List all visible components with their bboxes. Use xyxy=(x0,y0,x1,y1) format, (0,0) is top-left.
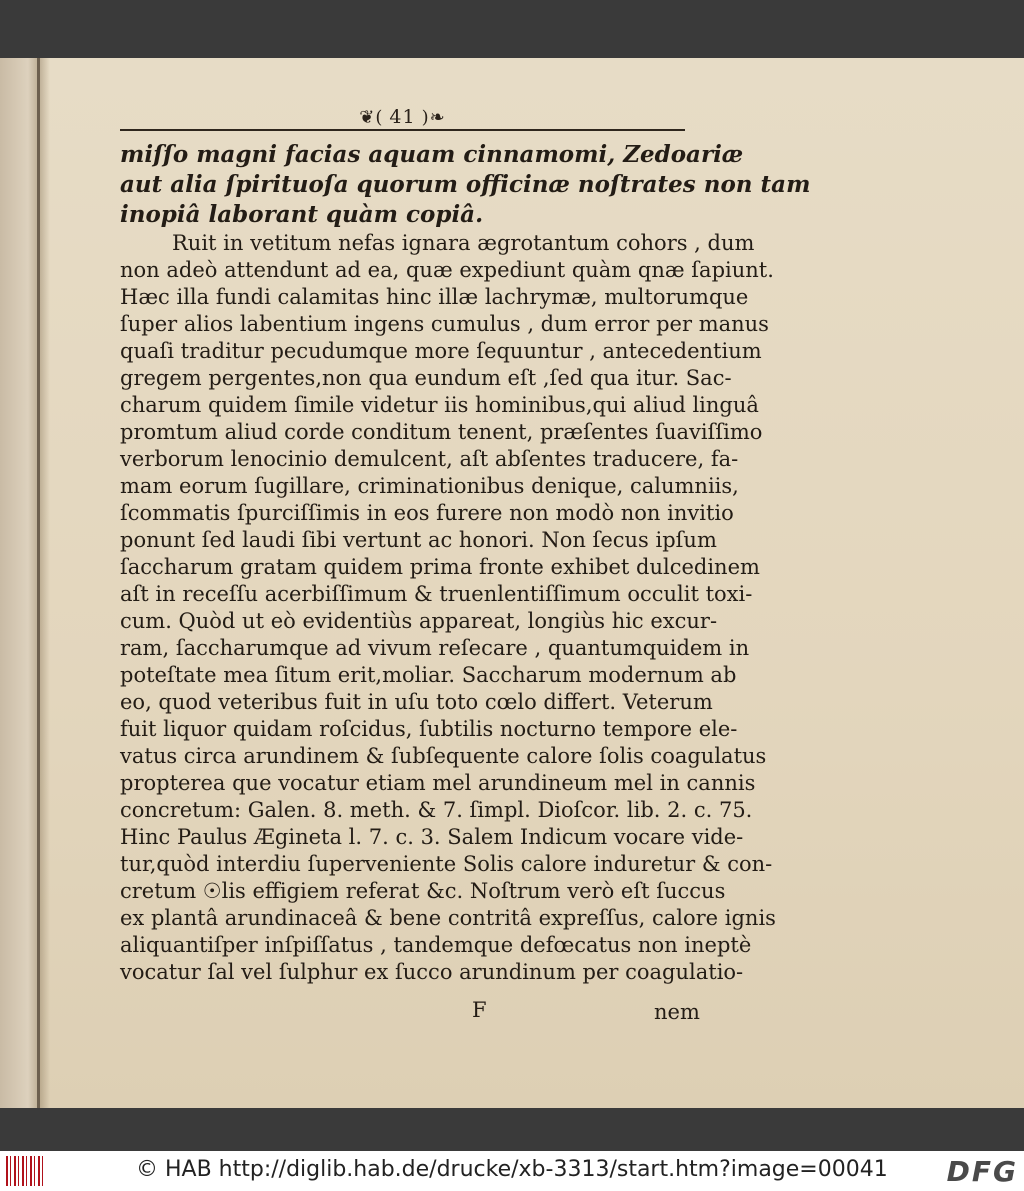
body-line: fuit liquor quidam roſcidus, ſubtilis nocturno tempore ele- xyxy=(120,717,738,741)
header-rule xyxy=(120,129,685,131)
body-line: propterea que vocatur etiam mel arundineum mel in cannis xyxy=(120,771,756,795)
body-line: poteſtate mea ſitum erit,moliar. Saccharum modernum ab xyxy=(120,663,737,687)
footer-copyright-link[interactable]: © HAB http://diglib.hab.de/drucke/xb-3313/start.htm?image=00041 xyxy=(136,1157,888,1182)
ornament-left: ❦( xyxy=(359,107,384,128)
footer-bar xyxy=(0,1151,1024,1191)
italic-line: miſſo magni facias aquam cinnamomi, Zedoariæ xyxy=(120,141,744,168)
body-line: ſuper alios labentium ingens cumulus , dum error per manus xyxy=(120,312,769,336)
catchword: nem xyxy=(654,1000,700,1024)
book-page xyxy=(40,58,1024,1108)
body-line: mam eorum ſugillare, criminationibus denique, calumniis, xyxy=(120,474,739,498)
body-line: non adeò attendunt ad ea, quæ expediunt quàm qnæ ſapiunt. xyxy=(120,258,774,282)
body-line: tur,quòd interdiu ſuperveniente Solis calore induretur & con- xyxy=(120,852,773,876)
body-line: Hinc Paulus Ægineta l. 7. c. 3. Salem Indicum vocare vide- xyxy=(120,825,744,849)
body-line: ponunt ſed laudi ſibi vertunt ac honori. Non ſecus ipſum xyxy=(120,528,717,552)
page-number: 41 xyxy=(389,106,416,128)
page-text xyxy=(120,140,811,986)
body-line: concretum: Galen. 8. meth. & 7. ſimpl. Dioſcor. lib. 2. c. 75. xyxy=(120,798,753,822)
body-line: cretum ☉lis effigiem referat &c. Noſtrum verò eſt ſuccus xyxy=(120,879,726,903)
italic-line: inopiâ laborant quàm copiâ. xyxy=(120,201,484,228)
signature-mark: F xyxy=(472,998,487,1022)
body-line: aſt in receſſu acerbiſſimum & truenlentiſſimum occulit toxi- xyxy=(120,582,753,606)
dfg-logo: DFG xyxy=(946,1155,1018,1188)
body-line: charum quidem ſimile videtur iis hominibus,qui aliud linguâ xyxy=(120,393,759,417)
body-line: ſcommatis ſpurciſſimis in eos furere non modò non invitio xyxy=(120,501,734,525)
body-line: gregem pergentes,non qua eundum eſt ,ſed qua itur. Sac- xyxy=(120,366,732,390)
body-line: Hæc illa fundi calamitas hinc illæ lachrymæ, multorumque xyxy=(120,285,749,309)
body-line: cum. Quòd ut eò evidentiùs appareat, longiùs hic excur- xyxy=(120,609,718,633)
body-line: quaſi traditur pecudumque more ſequuntur , antecedentium xyxy=(120,339,762,363)
barcode-icon xyxy=(6,1156,46,1186)
italic-line: aut alia ſpirituoſa quorum officinæ noſtrates non tam xyxy=(120,171,811,198)
body-line: ex plantâ arundinaceâ & bene contritâ expreſſus, calore ignis xyxy=(120,906,776,930)
body-line: Ruit in vetitum nefas ignara ægrotantum cohors , dum xyxy=(172,231,755,255)
body-line: eo, quod veteribus fuit in uſu toto cœlo differt. Veterum xyxy=(120,690,713,714)
ornament-right: )❧ xyxy=(421,107,446,128)
body-line: ſaccharum gratam quidem prima fronte exhibet dulcedinem xyxy=(120,555,760,579)
page-header xyxy=(120,106,685,130)
body-line: promtum aliud corde conditum tenent, præſentes ſuaviſſimo xyxy=(120,420,763,444)
body-line: aliquantiſper inſpiſſatus , tandemque defœcatus non ineptè xyxy=(120,933,752,957)
body-line: vocatur ſal vel ſulphur ex ſucco arundinum per coagulatio- xyxy=(120,960,744,984)
body-line: verborum lenocinio demulcent, aſt abſentes traducere, fa- xyxy=(120,447,739,471)
body-line: vatus circa arundinem & ſubſequente calore ſolis coagulatus xyxy=(120,744,767,768)
body-line: ram, ſaccharumque ad vivum reſecare , quantumquidem in xyxy=(120,636,750,660)
facing-page-edge xyxy=(0,58,40,1108)
